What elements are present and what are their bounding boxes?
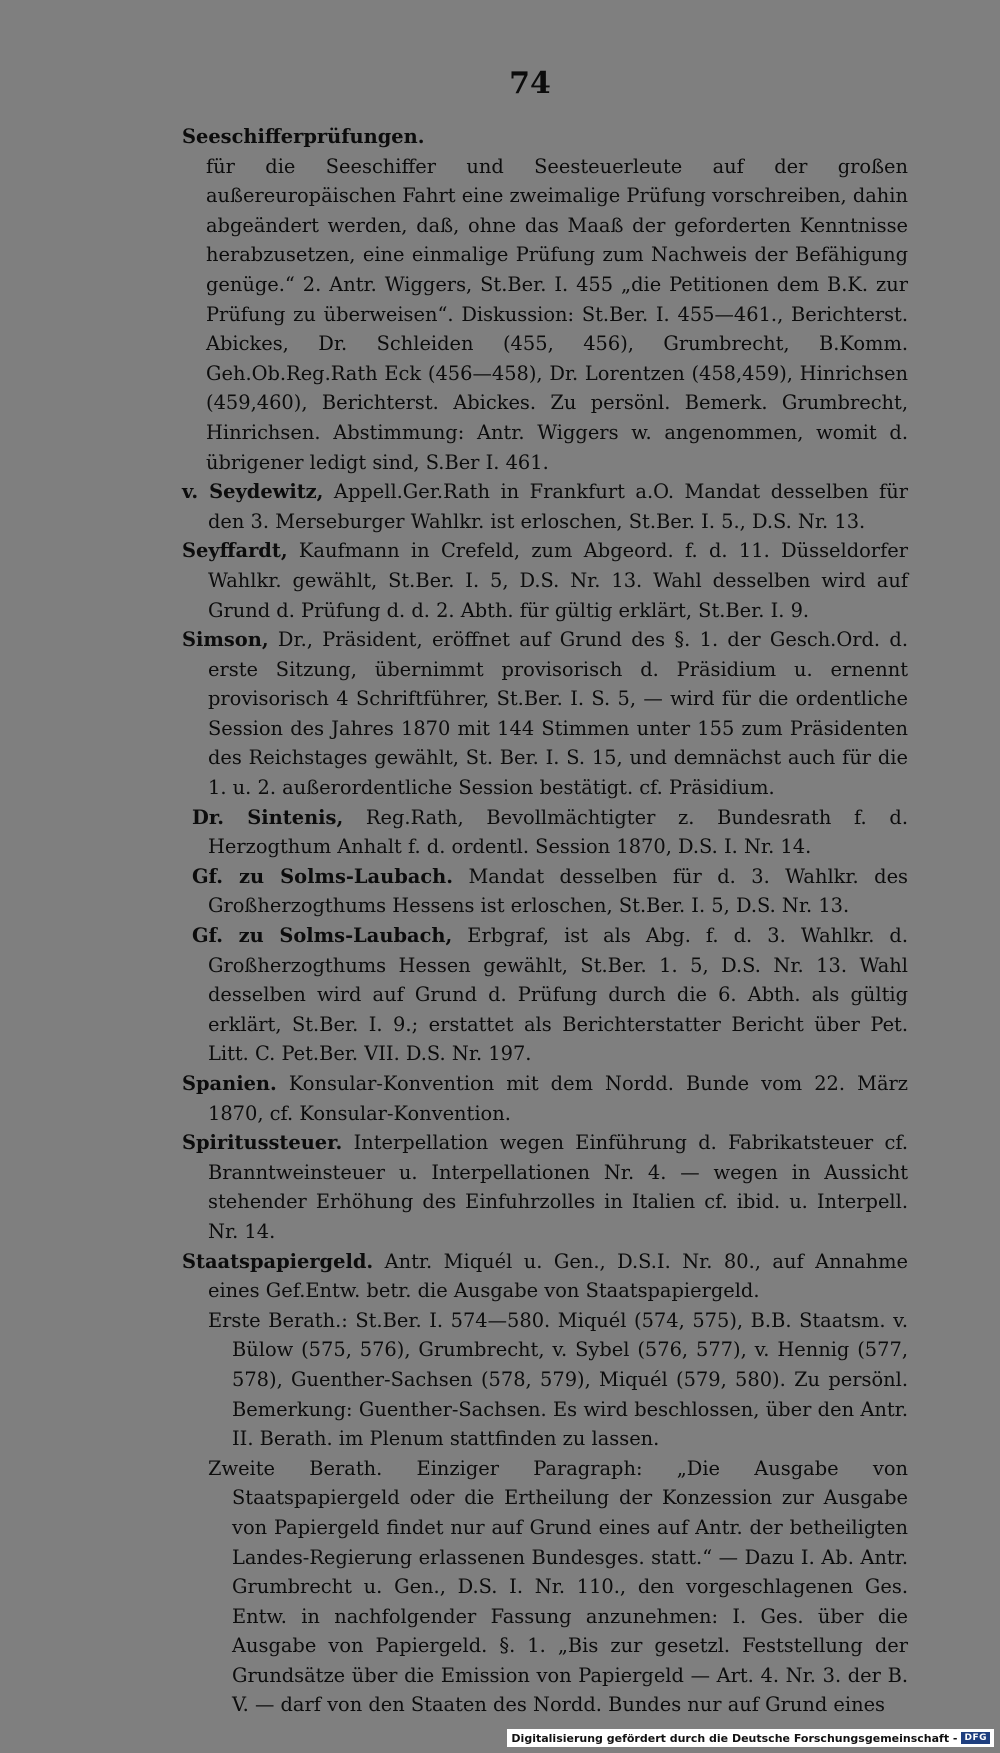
index-entry-simson bbox=[182, 625, 908, 803]
index-entry-solms-1 bbox=[182, 862, 908, 921]
index-entry-erste-berath bbox=[182, 1306, 908, 1454]
footer-credit bbox=[507, 1729, 994, 1747]
entry-heading: Dr. Sintenis, bbox=[192, 805, 344, 829]
entry-text: Reg.Rath, Bevollmächtigter z. Bundesrath f. d. Herzogthum Anhalt f. d. ordentl. Session 1870, D.S. I. Nr. 14. bbox=[208, 805, 908, 859]
entry-heading: Staatspapiergeld. bbox=[182, 1249, 374, 1273]
entry-heading: Simson, bbox=[182, 628, 269, 652]
entry-text: Zweite Berath. Einziger Paragraph: „Die Ausgabe von Staatspapiergeld oder die Ertheilung der Konzession zur Ausgabe von Papiergeld findet nur auf Grund eines auf Antr. der betheiligten Landes-Regierung erlassenen Bundesges. statt.“ — Dazu I. Ab. Antr. Grumbrecht u. Gen., D.S. I. Nr. 110., den vorgeschlagenen Ges. Entw. in nachfolgender Fassung anzunehmen: I. Ges. über die Ausgabe von Papiergeld. §. 1. „Bis zur gesetzl. Feststellung der Grundsätze über die Emission von Papiergeld — Art. 4. Nr. 3. der B. V. — darf von den Staaten des Nordd. Bundes nur auf Grund eines bbox=[208, 1456, 908, 1717]
index-entry-zweite-berath bbox=[182, 1454, 908, 1720]
index-entry-seeschiffer-cont bbox=[182, 152, 908, 478]
entry-heading: Spiritussteuer. bbox=[182, 1131, 343, 1155]
index-entry-staatspapiergeld bbox=[182, 1247, 908, 1306]
entry-text: Mandat desselben für d. 3. Wahlkr. des Großherzogthums Hessens ist erloschen, St.Ber. I. 5, D.S. Nr. 13. bbox=[208, 864, 908, 918]
entry-heading: Gf. zu Solms-Laubach. bbox=[192, 864, 453, 888]
entry-text: Appell.Ger.Rath in Frankfurt a.O. Mandat desselben für den 3. Merseburger Wahlkr. ist erloschen, St.Ber. I. 5., D.S. Nr. 13. bbox=[208, 480, 908, 533]
entry-text: Dr., Präsident, eröffnet auf Grund des §. 1. der Gesch.Ord. d. erste Sitzung, übernimmt provisorisch d. Präsidium u. ernennt provisorisch 4 Schriftführer, St.Ber. I. S. 5, — wird für die ordentliche Session des Jahres 1870 mit 144 Stimmen unter 155 zum Präsidenten des Reichstages gewählt, St. Ber. I. S. 15, und demnächst auch für die 1. u. 2. außerordentliche Session bestätigt. cf. Präsidium. bbox=[208, 628, 908, 800]
footer-text: Digitalisierung gefördert durch die Deutsche Forschungsgemeinschaft - bbox=[511, 1731, 958, 1745]
entry-heading: Gf. zu Solms-Laubach, bbox=[192, 924, 453, 948]
entry-text: Antr. Miquél u. Gen., D.S.I. Nr. 80., auf Annahme eines Gef.Entw. betr. die Ausgabe von Staatspapiergeld. bbox=[208, 1249, 908, 1303]
dfg-logo: DFG bbox=[961, 1732, 990, 1744]
entry-heading: v. Seydewitz, bbox=[182, 480, 324, 504]
page-number: 74 bbox=[509, 66, 551, 101]
index-entry-spanien bbox=[182, 1069, 908, 1128]
entry-text: Interpellation wegen Einführung d. Fabrikatsteuer cf. Branntweinsteuer u. Interpellationen Nr. 4. — wegen in Aussicht stehender Erhöhung des Einfuhrzolles in Italien cf. ibid. u. Interpell. Nr. 14. bbox=[208, 1131, 908, 1243]
index-entries bbox=[182, 122, 908, 1720]
entry-text: Erste Berath.: St.Ber. I. 574—580. Miquél (574, 575), B.B. Staatsm. v. Bülow (575, 576), Grumbrecht, v. Sybel (576, 577), v. Hennig (577, 578), Guenther-Sachsen (578, 579), Miquél (579, 580). Zu persönl. Bemerkung: Guenther-Sachsen. Es wird beschlossen, über den Antr. II. Berath. im Plenum stattfinden zu lassen. bbox=[208, 1308, 908, 1451]
entry-text: Erbgraf, ist als Abg. f. d. 3. Wahlkr. d. Großherzogthums Hessen gewählt, St.Ber. 1. 5, D.S. Nr. 13. Wahl desselben wird auf Grund d. Prüfung durch die 6. Abth. als gültig erklärt, St.Ber. I. 9.; erstattet als Berichterstatter Bericht über Pet. Litt. C. Pet.Ber. VII. D.S. Nr. 197. bbox=[208, 924, 909, 1066]
index-entry-sintenis bbox=[182, 803, 908, 862]
index-entry-spiritussteuer bbox=[182, 1128, 908, 1246]
entry-heading: Seyffardt, bbox=[182, 539, 288, 563]
entry-heading: Spanien. bbox=[182, 1072, 277, 1095]
index-entry-solms-2 bbox=[182, 921, 908, 1069]
index-entry-seyffardt bbox=[182, 536, 908, 625]
entry-text: Kaufmann in Crefeld, zum Abgeord. f. d. 11. Düsseldorfer Wahlkr. gewählt, St.Ber. I. 5, D.S. Nr. 13. Wahl desselben wird auf Grund d. Prüfung d. d. 2. Abth. für gültig erklärt, St.Ber. I. 9. bbox=[208, 539, 908, 622]
entry-text: Konsular-Konvention mit dem Nordd. Bunde vom 22. März 1870, cf. Konsular-Konvention. bbox=[208, 1072, 908, 1125]
entry-heading: Seeschifferprüfungen. bbox=[182, 125, 425, 148]
index-entry-seydewitz bbox=[182, 477, 908, 536]
entry-text: für die Seeschiffer und Seesteuerleute auf der großen außereuropäischen Fahrt eine zweimalige Prüfung vorschreiben, dahin abgeändert werden, daß, ohne das Maaß der geforderten Kenntnisse herabzusetzen, eine einmalige Prüfung zum Nachweis der Befähigung genüge.“ 2. Antr. Wiggers, St.Ber. I. 455 „die Petitionen dem B.K. zur Prüfung zu überweisen“. Diskussion: St.Ber. I. 455—461., Berichterst. Abickes, Dr. Schleiden (455, 456), Grumbrecht, B.Komm. Geh.Ob.Reg.Rath Eck (456—458), Dr. Lorentzen (458,459), Hinrichsen (459,460), Berichterst. Abickes. Zu persönl. Bemerk. Grumbrecht, Hinrichsen. Abstimmung: Antr. Wiggers w. angenommen, womit d. übrigener ledigt sind, S.Ber I. 461. bbox=[206, 154, 908, 474]
index-entry-seeschiffer bbox=[182, 122, 908, 152]
